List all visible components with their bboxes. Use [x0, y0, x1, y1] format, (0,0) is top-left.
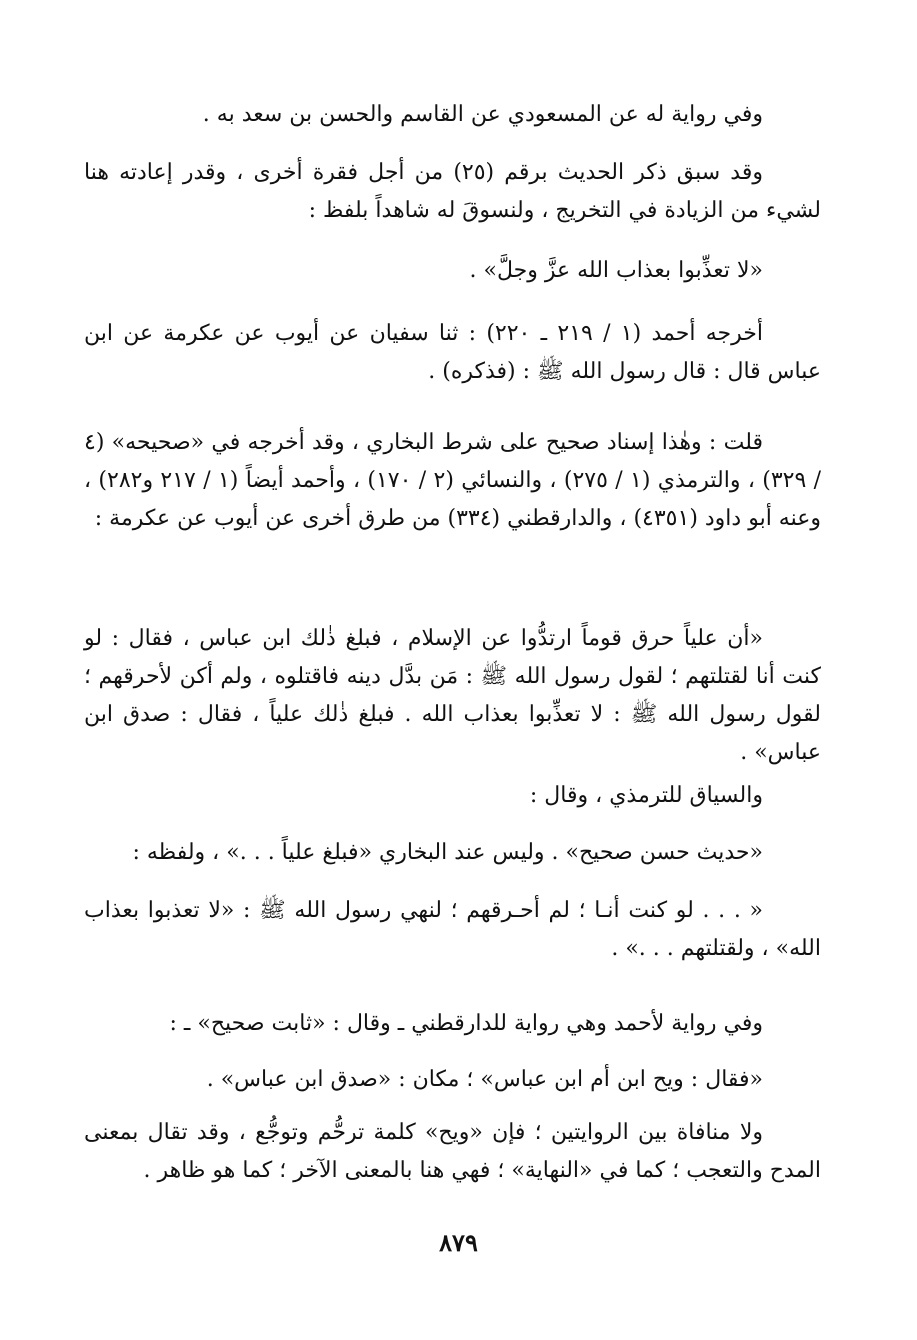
paragraph-4: قلت : وهٰذا إسناد صحيح على شرط البخاري ، وقد أخرجه في «صحيحه» (٤ / ٣٢٩) ، والترمذي (١ / ٢٧٥) ، والنسائي (٢ / ١٧٠) ، وأحمد أيضاً (١ / ٢١٧ و٢٨٢) ، وعنه أبو داود (٤٣٥١) ، والدارقطني (٣٣٤) من طرق أخرى عن أيوب عن عكرمة : — [84, 430, 822, 531]
paragraph-6: «حديث حسن صحيح» . وليس عند البخاري «فبلغ علياً . . .» ، ولفظه : — [132, 840, 763, 865]
quoted-hadith-2: «أن علياً حرق قوماً ارتدُّوا عن الإسلام ، فبلغ ذٰلك ابن عباس ، فقال : لو كنت أنا لقتلتهم ؛ لقول رسول الله ﷺ : مَن بدَّل دينه فاقتلوه ، ولم أكن لأحرقهم ؛ لقول رسول الله ﷺ : لا تعذِّبوا بعذاب الله . فبلغ ذٰلك علياً ، فقال : صدق ابن عباس» . — [84, 626, 821, 765]
paragraph-3: أخرجه أحمد (١ / ٢١٩ ـ ٢٢٠) : ثنا سفيان عن أيوب عن عكرمة عن ابن عباس قال : قال رسول الله ﷺ : (فذكره) . — [84, 321, 821, 384]
paragraph-8: ولا منافاة بين الروايتين ؛ فإن «ويح» كلمة ترحُّم وتوجُّع ، وقد تقال بمعنى المدح والتعجب ؛ كما في «النهاية» ؛ فهي هنا بالمعنى الآخر ؛ كما هو ظاهر . — [84, 1120, 821, 1183]
quoted-hadith-1: «لا تعذِّبوا بعذاب الله عزَّ وجلَّ» . — [469, 258, 763, 283]
paragraph-7: وفي رواية لأحمد وهي رواية للدارقطني ـ وقال : «ثابت صحيح» ـ : — [169, 1011, 763, 1036]
quoted-hadith-3: « . . . لو كنت أنـا ؛ لم أحـرقهم ؛ لنهي رسول الله ﷺ : «لا تعذبوا بعذاب الله» ، ولقتلتهم . . .» . — [84, 898, 821, 961]
paragraph-1: وفي رواية له عن المسعودي عن القاسم والحسن بن سعد به . — [202, 102, 763, 127]
paragraph-2: وقد سبق ذكر الحديث برقم (٢٥) من أجل فقرة أخرى ، وقدر إعادته هنا لشيء من الزيادة في التخريج ، ولنسوقَ له شاهداً بلفظ : — [84, 160, 821, 223]
page-number: ٨٧٩ — [439, 1228, 478, 1257]
paragraph-5: والسياق للترمذي ، وقال : — [529, 783, 763, 808]
quoted-variant: «فقال : ويح ابن أم ابن عباس» ؛ مكان : «صدق ابن عباس» . — [206, 1067, 763, 1092]
